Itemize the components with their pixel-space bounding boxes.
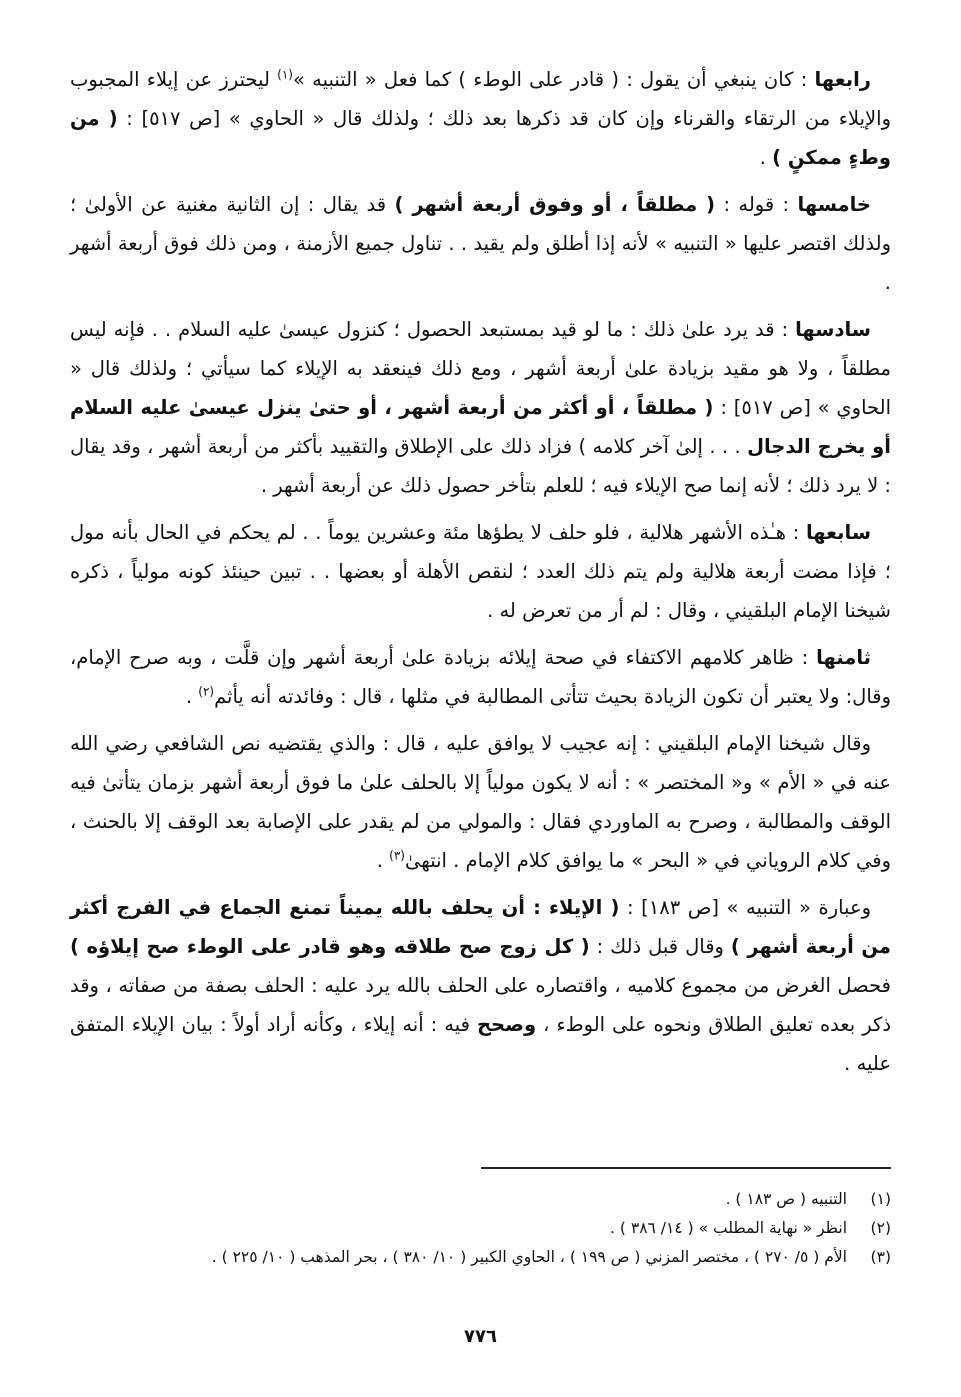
paragraph [70,638,891,716]
footnote-ref: (١) [277,67,293,82]
text-run: فيه : أنه إيلاء ، وكأنه أراد أولاً : بيان الإيلاء المتفق عليه . [70,1013,891,1075]
footnote-number: (٣) [870,1248,891,1266]
footnote [70,1214,891,1243]
bold-text: ( من وطءٍ ممكنٍ ) [70,107,891,169]
paragraph [70,888,891,1083]
text-run: : قد يرد علىٰ ذلك : ما لو قيد بمستبعد الحصول ؛ كنزول عيسىٰ عليه السلام . . فإنه ليس مطلقاً ، ولا هو مقيد بزيادة علىٰ أربعة أشهر ، ومع ذلك فينعقد به الإيلاء كما سيأتي ؛ ولذلك قال « الحاوي » [ص ٥١٧] : [70,318,891,419]
text-run: . [759,146,773,169]
bold-text: ( كل زوج صح طلاقه وهو قادر على الوطء صح إيلاؤه ) [70,935,590,958]
main-text [70,60,891,1091]
paragraph [70,310,891,505]
paragraph [70,60,891,177]
footnote-separator [481,1167,891,1169]
text-run: : ظاهر كلامهم الاكتفاء في صحة إيلائه بزيادة علىٰ أربعة أشهر وإن قلَّت ، وبه صرح الإمام، وقال: ولا يعتبر أن تكون الزيادة بحيث تتأتى المطالبة في مثلها ، قال : وفائدته أنه يأثم [70,646,891,708]
bold-text: ( مطلقاً ، أو أكثر من أربعة أشهر ، أو حتىٰ ينزل عيسىٰ عليه السلام أو يخرج الدجال [70,396,891,458]
paragraph [70,513,891,630]
paragraph [70,724,891,880]
bold-text: رابعها [814,68,871,91]
text-run: ليحترز عن إيلاء المجبوب والإيلاء من الرتقاء والقرناء وإن كان قد ذكرها بعد ذلك ؛ ولذلك قال « الحاوي » [ص ٥١٧] : [70,68,891,130]
text-run: : كان ينبغي أن يقول : ( قادر على الوطء ) كما فعل « التنبيه » [292,68,815,91]
text-run: وقال شيخنا الإمام البلقيني : إنه عجيب لا يوافق عليه ، قال : والذي يقتضيه نص الشافعي رضي الله عنه في « الأم » و« المختصر » : أنه لا يكون مولياً إلا بالحلف علىٰ ما فوق أربعة أشهر بزمان يتأتىٰ فيه الوقف والمطالبة ، وصرح به الماوردي فقال : والمولي من لم يقدر على الإصابة بعد الوقف إلا بالحنث ، وفي كلام الروياني في « البحر » ما يوافق كلام الإمام . انتهىٰ [70,732,891,872]
footnote [70,1185,891,1214]
text-run: . . . إلىٰ آخر كلامه ) فزاد ذلك على الإطلاق والتقييد بأكثر من أربعة أشهر ، وقد يقال : لا يرد ذلك ؛ لأنه إنما صح الإيلاء فيه ؛ للعلم بتأخر حصول ذلك عن أربعة أشهر . [70,435,891,497]
footnote-text: التنبيه ( ص ١٨٣ ) . [725,1190,847,1208]
text-run: قد يقال : إن الثانية مغنية عن الأولىٰ ؛ ولذلك اقتصر عليها « التنبيه » لأنه إذا أطلق ولم يقيد . . تناول جميع الأزمنة ، ومن ذلك فوق أربعة أشهر . [70,193,891,294]
bold-text: ثامنها [816,646,871,669]
paragraph [70,185,891,302]
text-run: . [185,685,199,708]
footnote-text: انظر « نهاية المطلب » ( ١٤/ ٣٨٦ ) . [610,1219,847,1237]
footnote [70,1243,891,1272]
bold-text: وصحح [477,1013,537,1036]
text-run: فحصل الغرض من مجموع كلاميه ، واقتصاره على الحلف بالله يرد عليه : الحلف بصفة من صفاته ، وقد ذكر بعده تعليق الطلاق ونحوه على الوطء ، [70,974,892,1036]
bold-text: سادسها [795,318,871,341]
text-run: وعبارة « التنبيه » [ص ١٨٣] : [619,896,871,919]
text-run: : قوله : [715,193,798,216]
text-run: : هـٰذه الأشهر هلالية ، فلو حلف لا يطؤها مئة وعشرين يوماً . . لم يحكم في الحال بأنه مول ؛ فإذا مضت أربعة هلالية ولم يتم ذلك العدد ؛ لنقص الأهلة أو بعضها . . تبين حينئذ كونه مولياً ، ذكره شيخنا الإمام البلقيني ، وقال : لم أر من تعرض له . [70,521,891,622]
bold-text: ( الإيلاء : أن يحلف بالله يميناً تمنع الجماع في الفرج أكثر من أربعة أشهر ) [70,896,891,958]
bold-text: ( مطلقاً ، أو وفوق أربعة أشهر ) [394,193,716,216]
footnote-ref: (٣) [389,848,405,863]
footnotes [70,1185,891,1272]
bold-text: خامسها [797,193,871,216]
footnote-number: (٢) [870,1219,891,1237]
text-run: . [376,849,390,872]
page-number: ٧٧٦ [464,1326,497,1347]
footnote-text: الأم ( ٥/ ٢٧٠ ) ، مختصر المزني ( ص ١٩٩ ) ، الحاوي الكبير ( ١٠/ ٣٨٠ ) ، بحر المذهب ( ١٠/ ٢٢٥ ) . [211,1248,847,1266]
text-run: وقال قبل ذلك : [589,935,731,958]
footnote-number: (١) [870,1190,891,1208]
footnote-ref: (٢) [198,684,215,699]
bold-text: سابعها [805,521,871,544]
